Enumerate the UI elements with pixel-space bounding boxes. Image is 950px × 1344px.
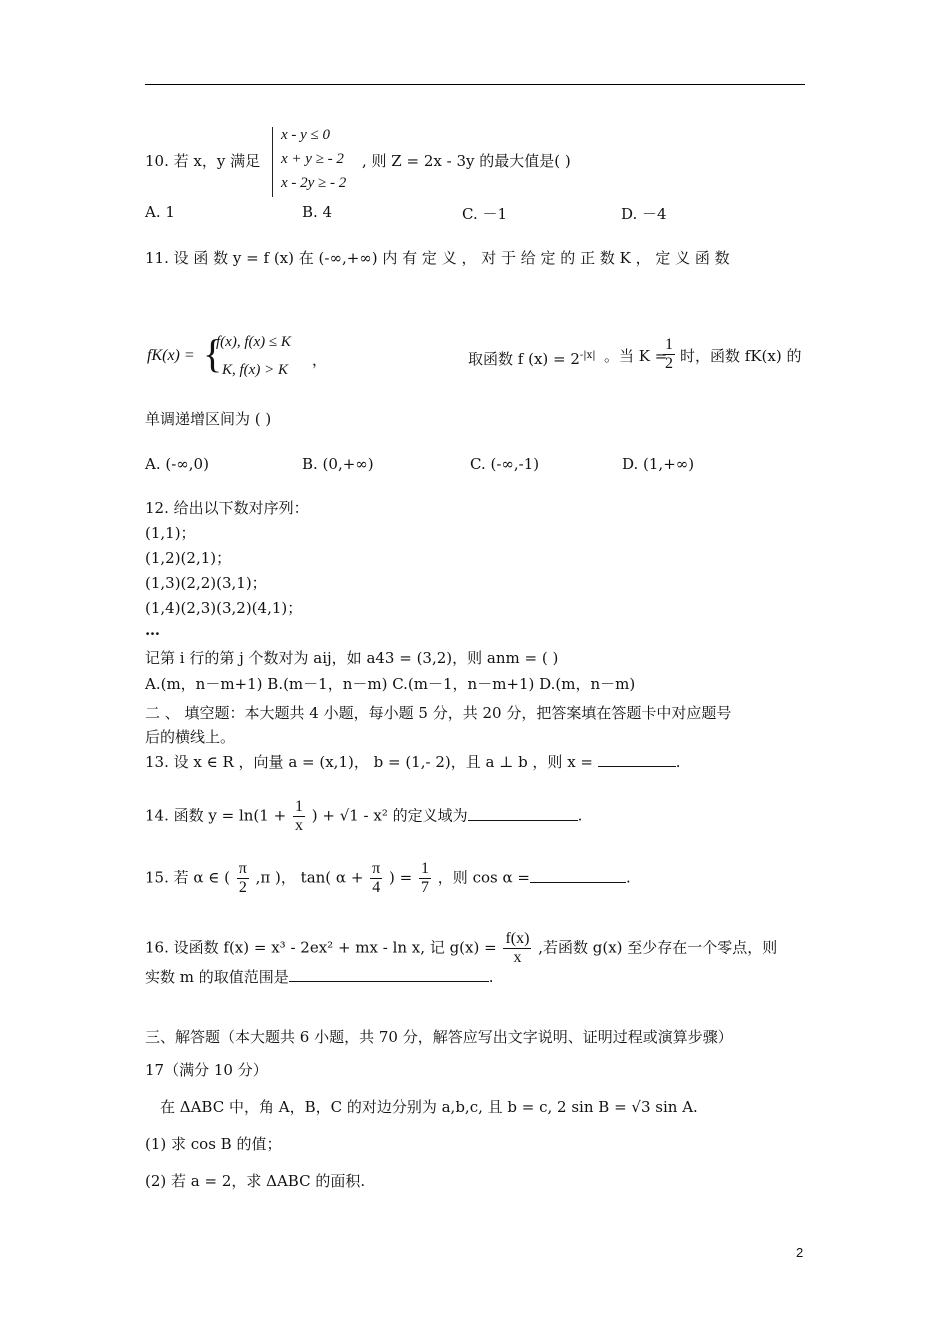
q15-text-c: ，则 cos α = (437, 868, 530, 887)
q14-text-a: 14. 函数 y = ln(1 + (145, 806, 287, 825)
q14-end: . (577, 806, 583, 825)
q16-frac-den: x (513, 949, 522, 966)
q15-frac2-den: 4 (372, 879, 381, 896)
q14-answer-blank[interactable] (468, 806, 578, 821)
q11-take-a: 取函数 f (x) = 2 (468, 350, 580, 368)
q16-text-a: 16. 设函数 f(x) = x³ - 2ex² + mx - ln x, 记 g(x) = (145, 938, 497, 957)
q11-brace: { (203, 331, 223, 376)
q11-option: A. (-∞,0) (145, 455, 209, 473)
q12-options: A.(m，n－m+1) B.(m－1，n－m) C.(m－1，n－m+1) D.(m，n－m) (145, 675, 636, 693)
q16-text-b: ,若函数 g(x) 至少存在一个零点，则 (538, 938, 778, 957)
q11-comma: ， (312, 351, 328, 369)
section2-line2: 后的横线上。 (145, 728, 236, 746)
q15-frac2-num: π (372, 860, 381, 877)
q10-option: A. 1 (145, 203, 175, 221)
section3-heading: 三、解答题（本大题共 6 小题，共 70 分，解答应写出文字说明、证明过程或演算步骤） (145, 1028, 733, 1046)
q14 (145, 798, 582, 835)
q10-option: D. －4 (621, 205, 667, 223)
q13 (145, 752, 681, 772)
q15-frac1-num: π (238, 860, 247, 877)
q10-constraint: x - y ≤ 0 (281, 127, 331, 143)
q17-part1: (1) 求 cos B 的值； (145, 1135, 282, 1153)
q10-option: B. 4 (302, 203, 333, 221)
q11-take-c: 时，函数 fK(x) 的 (680, 347, 802, 365)
q15-fraction-3 (419, 860, 431, 897)
q12-row: (1,3)(2,2)(3,1)； (145, 574, 267, 592)
q13-text: 13. 设 x ∈ R ，向量 a = (x,1)， b = (1,- 2)，且 a ⊥ b ，则 x = (145, 753, 594, 771)
q11-line1: 11. 设 函 数 y = f (x) 在 (-∞,+∞) 内 有 定 义 ， 对 于 给 定 的 正 数 K ， 定 义 函 数 (145, 249, 730, 267)
q15-answer-blank[interactable] (530, 868, 626, 883)
q15-text-b: ) = (389, 868, 413, 887)
q11-option: C. (-∞,-1) (470, 455, 540, 473)
q14-text-b: ) + √1 - x² 的定义域为 (311, 806, 468, 825)
q17-part2: (2) 若 a = 2，求 ΔABC 的面积. (145, 1172, 366, 1190)
q12-row: (1,4)(2,3)(3,2)(4,1)； (145, 599, 303, 617)
q15-fraction-2 (370, 860, 382, 897)
q15 (145, 860, 631, 897)
q11-case2: K, f(x) > K (222, 362, 288, 378)
q17-stem: 在 ΔABC 中，角 A，B，C 的对边分别为 a,b,c, 且 b = c, 2 sin B = √3 sin A. (160, 1098, 698, 1116)
q17-head: 17（满分 10 分） (145, 1061, 268, 1079)
q15-text-mid: ,π )， tan( α + (255, 868, 364, 887)
q11-fk-lhs: fK(x) = (147, 347, 195, 364)
q12-row: (1,2)(2,1)； (145, 549, 232, 567)
q11-option: B. (0,+∞) (302, 455, 374, 473)
q16-answer-blank[interactable] (289, 967, 489, 982)
q10-constraint: x - 2y ≥ - 2 (281, 175, 347, 191)
q14-fraction (293, 798, 305, 835)
q13-answer-blank[interactable] (598, 752, 676, 767)
q12-ask: 记第 i 行的第 j 个数对为 aij，如 a43 = (3,2)，则 anm = ( ) (145, 649, 559, 667)
q12-stem: 12. 给出以下数对序列： (145, 499, 309, 517)
q16-frac-num: f(x) (505, 930, 530, 947)
q11-fraction (663, 336, 675, 373)
q16-line2 (145, 967, 494, 987)
q14-frac-num: 1 (294, 798, 303, 815)
q14-frac-den: x (294, 817, 303, 834)
q12-ellipsis: … (145, 621, 160, 639)
q15-frac1-den: 2 (238, 879, 247, 896)
q11-case1: f(x), f(x) ≤ K (216, 334, 291, 350)
q11-take-b: 。当 K = (604, 347, 668, 365)
q10-stem-a: 10. 若 x，y 满足 (145, 152, 261, 170)
q15-text-a: 15. 若 α ∈ ( (145, 868, 231, 887)
q15-frac3-num: 1 (421, 860, 430, 877)
q11-take (468, 346, 596, 369)
q12-row: (1,1)； (145, 524, 196, 542)
q13-end: . (675, 753, 681, 771)
q16-line2-text: 实数 m 的取值范围是 (145, 968, 289, 986)
q11-line3: 单调递增区间为 ( ) (145, 410, 272, 428)
q10-constraint: x + y ≥ - 2 (281, 151, 344, 167)
q11-take-exp: -|x| (579, 350, 596, 361)
q10-stem-b: , 则 Z = 2x - 3y 的最大值是( ) (362, 152, 571, 170)
q16-line1 (145, 930, 777, 967)
q10-option: C. －1 (462, 205, 508, 223)
q15-end: . (625, 868, 631, 887)
header-rule (145, 84, 805, 85)
q15-fraction-1 (237, 860, 249, 897)
q11-frac-num: 1 (665, 336, 673, 353)
q16-end: . (488, 968, 494, 986)
page-number: 2 (796, 1245, 804, 1260)
q10-constraint-system (272, 127, 353, 197)
q11-option: D. (1,+∞) (622, 455, 695, 473)
q16-fraction (503, 930, 531, 967)
q11-frac-den: 2 (665, 355, 673, 372)
q15-frac3-den: 7 (421, 879, 430, 896)
section2-line1: 二 、 填空题：本大题共 4 小题，每小题 5 分，共 20 分，把答案填在答题卡中对应题号 (145, 704, 732, 722)
